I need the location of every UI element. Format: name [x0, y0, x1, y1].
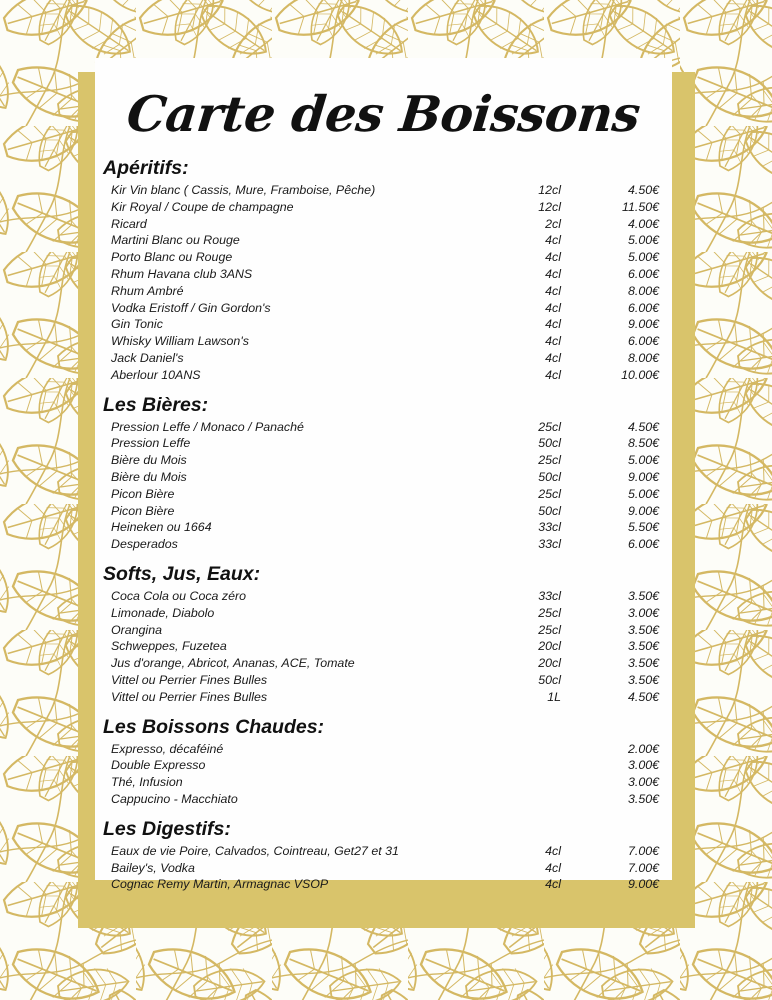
menu-item-name: Cappucino - Macchiato: [111, 791, 238, 806]
menu-item-price: 8.00€: [627, 283, 659, 298]
menu-item-row: [103, 266, 664, 283]
menu-item-row: [103, 283, 664, 300]
menu-item-price: 3.50€: [627, 656, 659, 671]
menu-item-name: Pression Leffe / Monaco / Panaché: [111, 419, 304, 434]
menu-item-row: [103, 249, 664, 266]
menu-item-name: Coca Cola ou Coca zéro: [111, 588, 246, 603]
menu-item-price: 3.50€: [627, 672, 659, 687]
menu-item-volume: 4cl: [545, 283, 561, 298]
menu-item-price: 7.00€: [627, 843, 659, 858]
menu-item-name: Limonade, Diabolo: [111, 605, 215, 620]
menu-item-price: 4.50€: [627, 689, 659, 704]
menu-item-price: 5.00€: [627, 453, 659, 468]
menu-item-list: [103, 419, 664, 553]
menu-item-row: [103, 791, 664, 808]
menu-item-price: 5.00€: [627, 233, 659, 248]
menu-section: [103, 817, 664, 893]
menu-section: [103, 562, 664, 706]
menu-item-name: Vittel ou Perrier Fines Bulles: [111, 689, 268, 704]
menu-item-list: [103, 843, 664, 893]
menu-item-volume: 4cl: [545, 860, 561, 875]
menu-item-volume: 4cl: [545, 367, 561, 382]
menu-item-price: 3.50€: [627, 588, 659, 603]
menu-item-volume: 33cl: [538, 588, 561, 603]
menu-item-name: Bière du Mois: [111, 469, 187, 484]
menu-item-volume: 2cl: [545, 216, 561, 231]
menu-item-name: Picon Bière: [111, 503, 175, 518]
menu-item-price: 9.00€: [627, 469, 659, 484]
menu-item-price: 9.00€: [627, 317, 659, 332]
menu-item-volume: 33cl: [538, 537, 561, 552]
menu-item-name: Cognac Remy Martin, Armagnac VSOP: [111, 877, 329, 892]
menu-item-price: 3.50€: [627, 639, 659, 654]
menu-item-price: 9.00€: [627, 503, 659, 518]
menu-item-row: [103, 774, 664, 791]
menu-item-volume: 50cl: [538, 436, 561, 451]
menu-item-row: [103, 860, 664, 877]
menu-item-row: [103, 655, 664, 672]
menu-item-volume: 4cl: [545, 317, 561, 332]
menu-item-row: [103, 757, 664, 774]
menu-item-volume: 1L: [547, 689, 561, 704]
menu-item-price: 8.00€: [627, 350, 659, 365]
menu-item-name: Jus d'orange, Abricot, Ananas, ACE, Tomate: [111, 656, 355, 671]
menu-section: [103, 156, 664, 384]
menu-item-list: [103, 741, 664, 808]
menu-item-row: [103, 469, 664, 486]
menu-item-price: 6.00€: [627, 334, 659, 349]
menu-item-row: [103, 316, 664, 333]
menu-item-price: 11.50€: [622, 199, 659, 214]
menu-item-row: [103, 638, 664, 655]
menu-item-volume: 20cl: [538, 639, 561, 654]
menu-item-row: [103, 300, 664, 317]
menu-item-name: Vodka Eristoff / Gin Gordon's: [111, 300, 271, 315]
menu-item-list: [103, 182, 664, 384]
menu-item-row: [103, 367, 664, 384]
menu-item-price: 6.00€: [627, 537, 659, 552]
menu-item-row: [103, 182, 664, 199]
menu-item-name: Kir Vin blanc ( Cassis, Mure, Framboise, Pêche): [111, 183, 376, 197]
menu-item-volume: 12cl: [538, 199, 561, 214]
menu-item-name: Desperados: [111, 537, 178, 552]
menu-item-row: [103, 435, 664, 452]
menu-item-volume: 4cl: [545, 350, 561, 365]
menu-item-price: 6.00€: [627, 266, 659, 281]
section-heading: Les Digestifs:: [103, 817, 231, 840]
menu-item-row: [103, 741, 664, 758]
menu-item-price: 3.50€: [627, 622, 659, 637]
menu-item-volume: 50cl: [538, 469, 561, 484]
section-heading: Softs, Jus, Eaux:: [103, 562, 261, 585]
menu-item-volume: 4cl: [545, 300, 561, 315]
menu-item-volume: 4cl: [545, 266, 561, 281]
menu-item-list: [103, 588, 664, 706]
menu-section: [103, 715, 664, 808]
menu-item-row: [103, 588, 664, 605]
menu-item-row: [103, 419, 664, 436]
menu-item-volume: 4cl: [545, 250, 561, 265]
menu-item-price: 5.50€: [627, 520, 659, 535]
menu-item-volume: 50cl: [538, 672, 561, 687]
menu-item-name: Schweppes, Fuzetea: [111, 639, 227, 654]
menu-item-price: 3.00€: [627, 758, 659, 773]
menu-item-volume: 12cl: [538, 183, 561, 197]
menu-item-name: Thé, Infusion: [111, 775, 183, 790]
menu-item-volume: 50cl: [538, 503, 561, 518]
menu-item-price: 5.00€: [627, 486, 659, 501]
menu-item-volume: 25cl: [538, 453, 561, 468]
menu-item-price: 8.50€: [627, 436, 659, 451]
menu-item-volume: 25cl: [538, 605, 561, 620]
menu-item-price: 6.00€: [627, 300, 659, 315]
menu-item-name: Aberlour 10ANS: [111, 367, 201, 382]
menu-item-price: 5.00€: [627, 250, 659, 265]
menu-item-volume: 4cl: [545, 843, 561, 858]
menu-item-name: Whisky William Lawson's: [111, 334, 249, 349]
menu-item-volume: 25cl: [538, 622, 561, 637]
menu-item-name: Orangina: [111, 622, 162, 637]
menu-item-name: Jack Daniel's: [111, 350, 184, 365]
menu-item-row: [103, 232, 664, 249]
menu-item-row: [103, 536, 664, 553]
menu-item-name: Vittel ou Perrier Fines Bulles: [111, 672, 268, 687]
menu-item-row: [103, 486, 664, 503]
menu-section: [103, 393, 664, 553]
menu-item-name: Double Expresso: [111, 758, 206, 773]
menu-item-price: 3.50€: [627, 791, 659, 806]
menu-item-price: 2.00€: [627, 741, 659, 756]
menu-item-row: [103, 843, 664, 860]
menu-item-row: [103, 452, 664, 469]
menu-item-price: 7.00€: [627, 860, 659, 875]
menu-item-name: Bière du Mois: [111, 453, 187, 468]
menu-item-row: [103, 333, 664, 350]
menu-item-volume: 25cl: [538, 419, 561, 434]
menu-item-volume: 4cl: [545, 233, 561, 248]
menu-item-volume: 25cl: [538, 486, 561, 501]
menu-item-name: Martini Blanc ou Rouge: [111, 233, 240, 248]
menu-item-row: [103, 503, 664, 520]
menu-item-volume: 4cl: [545, 877, 561, 892]
menu-item-name: Picon Bière: [111, 486, 175, 501]
menu-item-price: 4.00€: [627, 216, 659, 231]
menu-item-price: 3.00€: [627, 775, 659, 790]
menu-item-price: 4.50€: [627, 183, 659, 197]
page-title: Carte des Boissons: [124, 85, 643, 143]
menu-item-name: Pression Leffe: [111, 436, 191, 451]
menu-item-price: 9.00€: [627, 877, 659, 892]
menu-item-price: 3.00€: [627, 605, 659, 620]
menu-item-row: [103, 519, 664, 536]
menu-card: [95, 58, 672, 892]
menu-item-row: [103, 622, 664, 639]
menu-item-row: [103, 672, 664, 689]
menu-item-name: Rhum Havana club 3ANS: [111, 266, 253, 281]
menu-item-name: Gin Tonic: [111, 317, 163, 332]
section-heading: Les Boissons Chaudes:: [103, 715, 325, 738]
section-heading: Apéritifs:: [103, 157, 189, 179]
menu-item-name: Heineken ou 1664: [111, 520, 212, 535]
menu-item-name: Ricard: [111, 216, 147, 231]
menu-item-name: Eaux de vie Poire, Calvados, Cointreau, Get27 et 31: [111, 843, 399, 858]
menu-item-row: [103, 199, 664, 216]
menu-item-row: [103, 689, 664, 706]
menu-item-row: [103, 216, 664, 233]
menu-item-volume: 33cl: [538, 520, 561, 535]
menu-item-row: [103, 605, 664, 622]
menu-item-name: Expresso, décaféiné: [111, 741, 224, 756]
menu-item-name: Bailey's, Vodka: [111, 860, 195, 875]
menu-item-name: Kir Royal / Coupe de champagne: [111, 199, 294, 214]
menu-item-price: 10.00€: [621, 367, 659, 382]
menu-item-name: Porto Blanc ou Rouge: [111, 250, 233, 265]
menu-item-volume: 4cl: [545, 334, 561, 349]
menu-item-name: Rhum Ambré: [111, 283, 184, 298]
menu-item-row: [103, 350, 664, 367]
menu-item-price: 4.50€: [627, 419, 659, 434]
menu-item-volume: 20cl: [538, 656, 561, 671]
menu-sections: [103, 156, 664, 893]
section-heading: Les Bières:: [103, 393, 209, 416]
menu-item-row: [103, 876, 664, 893]
